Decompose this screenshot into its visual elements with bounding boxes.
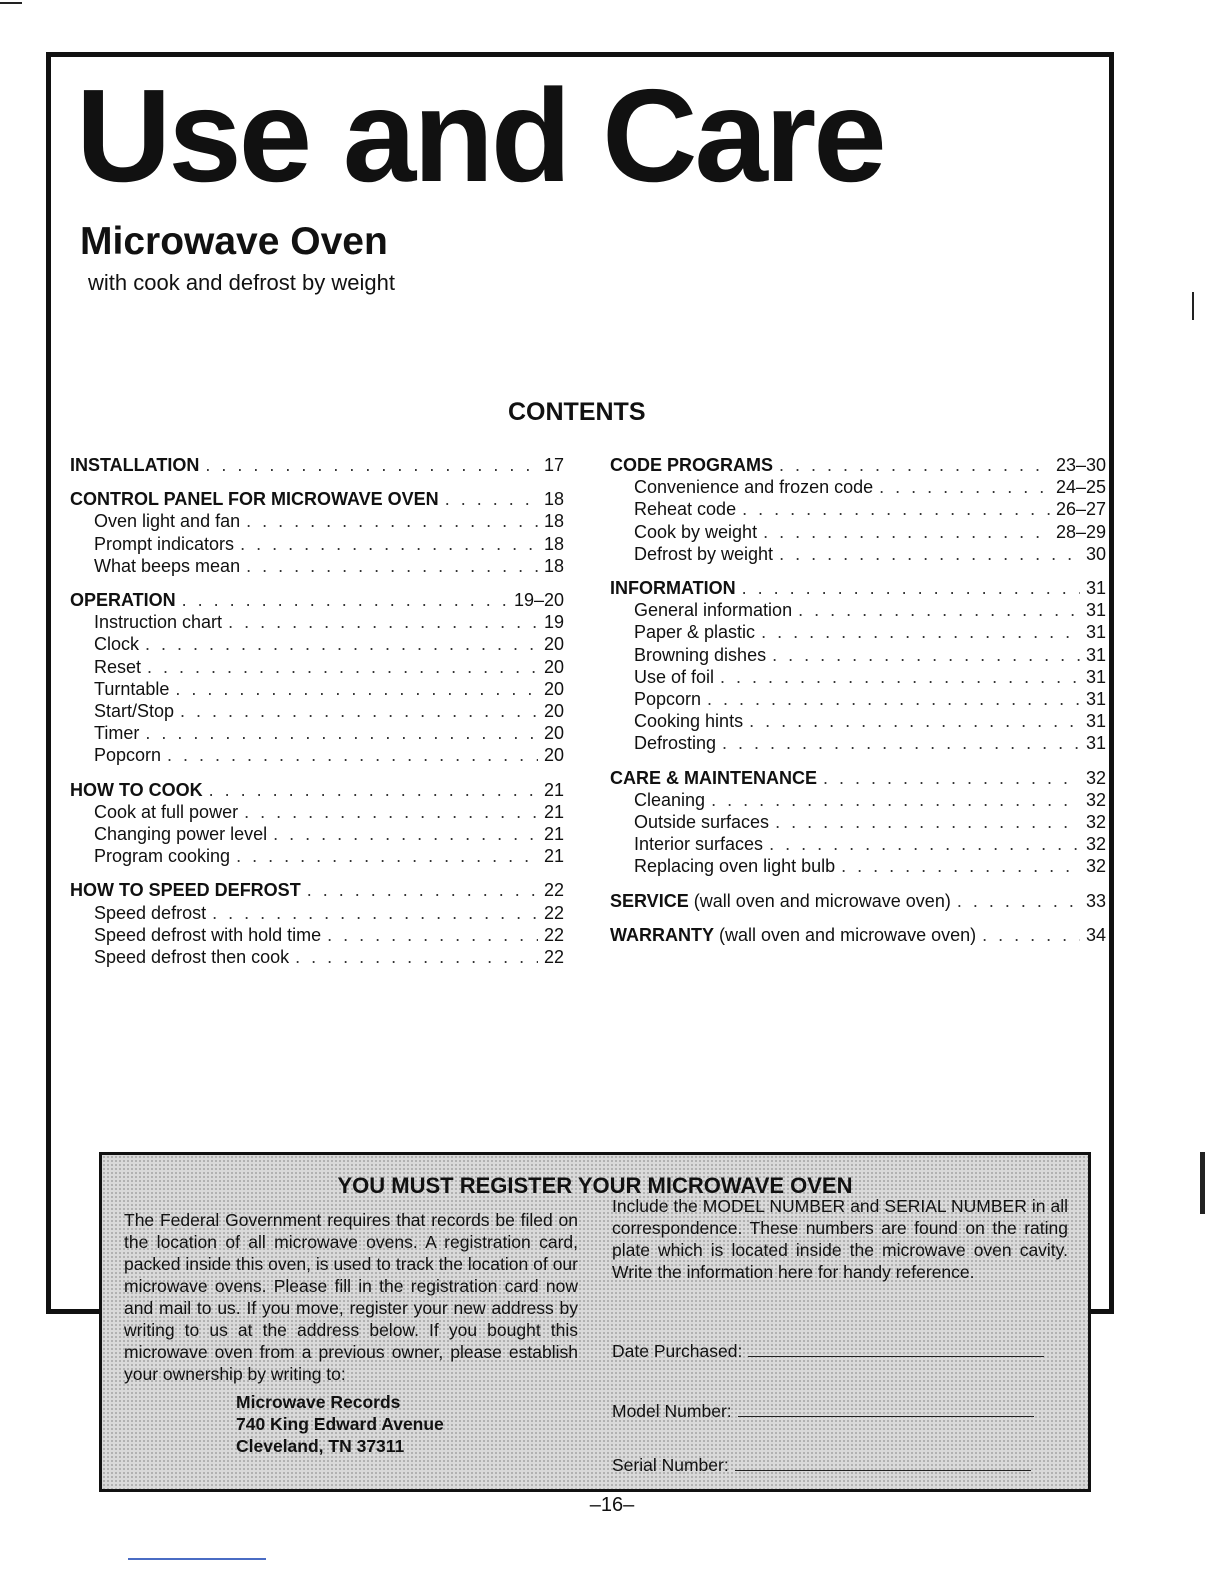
toc-entry-label: Use of foil xyxy=(634,666,715,687)
toc-page-number: 31 xyxy=(1085,578,1106,599)
toc-page-number: 18 xyxy=(543,489,564,510)
toc-entry xyxy=(610,644,1106,666)
toc-entry xyxy=(70,555,564,577)
toc-page-number: 22 xyxy=(543,924,564,945)
toc-section-row xyxy=(610,454,1106,476)
dot-leader xyxy=(779,543,1080,565)
toc-entry xyxy=(610,666,1106,688)
toc-right-column xyxy=(610,454,1106,958)
date-purchased-line[interactable] xyxy=(748,1342,1044,1357)
dot-leader xyxy=(327,924,538,946)
mailing-address xyxy=(124,1391,578,1457)
dot-leader xyxy=(236,845,538,867)
toc-entry xyxy=(70,533,564,555)
page-number: –16– xyxy=(589,1494,635,1516)
toc-section-row xyxy=(610,577,1106,599)
toc-page-number: 31 xyxy=(1085,711,1106,732)
page-subtitle: Microwave Oven xyxy=(80,220,388,263)
dot-leader xyxy=(772,644,1080,666)
toc-entry xyxy=(610,789,1106,811)
toc-page-number: 21 xyxy=(543,779,564,800)
toc-entry-label: Program cooking xyxy=(94,846,231,867)
dot-leader xyxy=(145,633,538,655)
toc-page-number: 21 xyxy=(543,846,564,867)
toc-entry xyxy=(70,924,564,946)
toc-entry-label: Timer xyxy=(94,723,140,744)
dot-leader xyxy=(205,454,538,476)
toc-section-note: (wall oven and microwave oven) xyxy=(714,924,977,945)
toc-section xyxy=(610,577,1106,755)
toc-section-title xyxy=(70,879,301,901)
toc-section-title xyxy=(610,924,976,946)
toc-page-number: 19 xyxy=(543,612,564,633)
toc-entry xyxy=(610,732,1106,754)
toc-section-title xyxy=(70,454,199,476)
toc-entry-label: Start/Stop xyxy=(94,701,175,722)
toc-entry xyxy=(70,633,564,655)
toc-section xyxy=(610,767,1106,878)
toc-page-number: 33 xyxy=(1085,890,1106,911)
dot-leader xyxy=(742,498,1050,520)
toc-section-note: (wall oven and microwave oven) xyxy=(688,890,951,911)
toc-entry-label: Browning dishes xyxy=(634,644,767,665)
dot-leader xyxy=(182,589,508,611)
serial-number-label: Serial Number: xyxy=(612,1455,729,1475)
toc-page-number: 20 xyxy=(543,745,564,766)
toc-entry xyxy=(610,855,1106,877)
toc-section-title-text: INFORMATION xyxy=(610,578,736,599)
dot-leader xyxy=(769,833,1080,855)
corner-rule xyxy=(0,2,22,4)
edge-mark xyxy=(1200,1152,1205,1214)
toc-entry-label: Speed defrost with hold time xyxy=(94,924,322,945)
toc-entry xyxy=(610,833,1106,855)
registration-instructions: The Federal Government requires that records be filed on the location of all microwave ovens. A registration card, packed inside this oven, is used to track the location of our microwave ovens. Please fill in the registration card now and mail to us. If you move, register your new address by writing to us at the address below. If you bought this microwave oven from a previous owner, please establish your ownership by writing to: xyxy=(124,1210,578,1384)
toc-page-number: 19–20 xyxy=(513,590,564,611)
dot-leader xyxy=(167,744,538,766)
toc-section-row xyxy=(70,779,564,801)
toc-section xyxy=(70,879,564,968)
registration-heading: YOU MUST REGISTER YOUR MICROWAVE OVEN xyxy=(337,1173,853,1198)
serial-number-field[interactable] xyxy=(612,1455,1031,1476)
toc-entry xyxy=(70,611,564,633)
toc-entry-label: Paper & plastic xyxy=(634,622,756,643)
toc-section-title-text: HOW TO SPEED DEFROST xyxy=(70,880,301,901)
dot-leader xyxy=(240,533,538,555)
toc-page-number: 32 xyxy=(1085,767,1106,788)
toc-section-row xyxy=(70,589,564,611)
toc-page-number: 30 xyxy=(1085,543,1106,564)
dot-leader xyxy=(775,811,1080,833)
toc-entry-label: Oven light and fan xyxy=(94,511,241,532)
address-line: 740 King Edward Avenue xyxy=(236,1414,444,1434)
address-line: Microwave Records xyxy=(236,1392,401,1412)
toc-entry xyxy=(610,710,1106,732)
model-number-line[interactable] xyxy=(738,1402,1034,1417)
toc-entry-label: Cooking hints xyxy=(634,711,744,732)
dot-leader xyxy=(707,688,1080,710)
dot-leader xyxy=(145,722,538,744)
dot-leader xyxy=(209,779,538,801)
dot-leader xyxy=(761,621,1080,643)
toc-section-title xyxy=(70,488,439,510)
dot-leader xyxy=(175,678,538,700)
toc-section-title-text: CODE PROGRAMS xyxy=(610,455,774,475)
toc-page-number: 21 xyxy=(543,824,564,845)
dot-leader xyxy=(879,476,1050,498)
toc-entry xyxy=(610,811,1106,833)
model-number-label: Model Number: xyxy=(612,1401,732,1421)
toc-entry-label: Cook at full power xyxy=(94,801,239,822)
toc-page-number: 18 xyxy=(543,533,564,554)
dot-leader xyxy=(711,789,1080,811)
address-line: Cleveland, TN 37311 xyxy=(236,1436,405,1456)
toc-entry-label: Outside surfaces xyxy=(634,812,770,833)
toc-entry-label: General information xyxy=(634,600,793,621)
toc-entry xyxy=(610,599,1106,621)
toc-page-number: 31 xyxy=(1085,644,1106,665)
toc-page-number: 17 xyxy=(543,455,564,475)
dot-leader xyxy=(823,767,1080,789)
toc-page-number: 31 xyxy=(1085,622,1106,643)
dot-leader xyxy=(228,611,538,633)
toc-entry-label: Reset xyxy=(94,656,142,677)
toc-section xyxy=(610,890,1106,912)
toc-section-row xyxy=(70,488,564,510)
registration-right-column xyxy=(612,1195,1068,1283)
page-title: Use and Care xyxy=(76,62,884,209)
toc-page-number: 32 xyxy=(1085,812,1106,833)
contents-heading: CONTENTS xyxy=(508,398,646,426)
toc-entry-label: Changing power level xyxy=(94,824,268,845)
toc-entry xyxy=(70,801,564,823)
toc-left-column xyxy=(70,454,564,980)
dot-leader xyxy=(720,666,1080,688)
toc-page-number: 20 xyxy=(543,723,564,744)
dot-leader xyxy=(180,700,538,722)
toc-section-title-text: WARRANTY xyxy=(610,924,714,945)
toc-entry-label: Cleaning xyxy=(634,789,706,810)
edge-mark xyxy=(1192,292,1194,320)
toc-page-number: 20 xyxy=(543,701,564,722)
toc-entry xyxy=(610,621,1106,643)
toc-page-number: 31 xyxy=(1085,689,1106,710)
toc-section-title xyxy=(610,767,817,789)
toc-page-number: 31 xyxy=(1085,600,1106,621)
page-tagline: with cook and defrost by weight xyxy=(88,270,395,295)
toc-section xyxy=(70,589,564,767)
registration-left-column xyxy=(124,1209,578,1457)
toc-section-row xyxy=(70,454,564,476)
toc-entry-label: Interior surfaces xyxy=(634,834,764,855)
toc-entry-label: Popcorn xyxy=(94,745,162,766)
toc-page-number: 20 xyxy=(543,656,564,677)
toc-entry xyxy=(610,543,1106,565)
toc-page-number: 22 xyxy=(543,880,564,901)
dot-leader xyxy=(982,924,1080,946)
toc-entry-label: Cook by weight xyxy=(634,521,758,542)
toc-section xyxy=(70,454,564,476)
toc-entry-label: Turntable xyxy=(94,678,170,699)
toc-entry xyxy=(70,700,564,722)
toc-entry xyxy=(70,722,564,744)
dot-leader xyxy=(749,710,1080,732)
dot-leader xyxy=(307,879,538,901)
toc-entry xyxy=(610,688,1106,710)
model-number-field[interactable] xyxy=(612,1401,1034,1422)
dot-leader xyxy=(246,555,538,577)
toc-section-title-text: OPERATION xyxy=(70,590,176,611)
dot-leader xyxy=(295,946,538,968)
dot-leader xyxy=(841,855,1080,877)
toc-section xyxy=(70,488,564,577)
dot-leader xyxy=(273,823,538,845)
toc-entry xyxy=(70,946,564,968)
toc-section-title xyxy=(610,454,773,476)
toc-entry-label: Clock xyxy=(94,634,140,655)
dot-leader xyxy=(763,521,1050,543)
toc-page-number: 31 xyxy=(1085,666,1106,687)
toc-section xyxy=(610,454,1106,565)
toc-section-row xyxy=(610,924,1106,946)
dot-leader xyxy=(445,488,538,510)
registration-box xyxy=(99,1152,1091,1492)
toc-page-number: 22 xyxy=(543,947,564,968)
toc-page-number: 22 xyxy=(543,902,564,923)
dot-leader xyxy=(779,454,1050,476)
dot-leader xyxy=(798,599,1080,621)
toc-entry-label: Convenience and frozen code xyxy=(634,477,874,498)
toc-entry xyxy=(70,902,564,924)
toc-entry-label: Defrosting xyxy=(634,733,717,754)
toc-section xyxy=(70,779,564,868)
toc-section-title xyxy=(70,779,203,801)
toc-section-row xyxy=(610,767,1106,789)
toc-page-number: 21 xyxy=(543,801,564,822)
dot-leader xyxy=(246,510,538,532)
toc-entry xyxy=(610,476,1106,498)
toc-entry-label: Replacing oven light bulb xyxy=(634,856,836,877)
date-purchased-field[interactable] xyxy=(612,1341,1044,1362)
toc-page-number: 20 xyxy=(543,678,564,699)
toc-section xyxy=(610,924,1106,946)
toc-section-title-text: CONTROL PANEL FOR MICROWAVE OVEN xyxy=(70,489,439,510)
toc-entry xyxy=(70,510,564,532)
toc-section-row xyxy=(610,890,1106,912)
toc-page-number: 23–30 xyxy=(1055,455,1106,475)
dot-leader xyxy=(244,801,538,823)
toc-page-number: 34 xyxy=(1085,924,1106,945)
toc-section-title-text: INSTALLATION xyxy=(70,455,200,475)
toc-section-row xyxy=(70,879,564,901)
toc-section-title xyxy=(70,589,176,611)
toc-page-number: 18 xyxy=(543,555,564,576)
toc-entry xyxy=(70,845,564,867)
serial-model-instructions: Include the MODEL NUMBER and SERIAL NUMBER in all correspondence. These numbers are found on the rating plate which is located inside the microwave oven cavity. Write the information here for handy reference. xyxy=(612,1196,1068,1282)
dot-leader xyxy=(742,577,1080,599)
toc-section-title xyxy=(610,890,951,912)
toc-page-number: 20 xyxy=(543,634,564,655)
dot-leader xyxy=(722,732,1080,754)
date-purchased-label: Date Purchased: xyxy=(612,1341,743,1361)
toc-entry xyxy=(610,498,1106,520)
toc-page-number: 18 xyxy=(543,511,564,532)
toc-section-title-text: CARE & MAINTENANCE xyxy=(610,767,817,788)
toc-entry xyxy=(70,656,564,678)
serial-number-line[interactable] xyxy=(735,1456,1031,1471)
toc-entry-label: Speed defrost then cook xyxy=(94,947,290,968)
toc-entry-label: Popcorn xyxy=(634,689,702,710)
toc-entry-label: Prompt indicators xyxy=(94,533,235,554)
toc-entry-label: What beeps mean xyxy=(94,555,241,576)
toc-page-number: 31 xyxy=(1085,733,1106,754)
toc-entry-label: Speed defrost xyxy=(94,902,207,923)
toc-entry xyxy=(70,678,564,700)
toc-page-number: 26–27 xyxy=(1055,499,1106,520)
dot-leader xyxy=(147,656,538,678)
toc-entry xyxy=(70,823,564,845)
toc-page-number: 28–29 xyxy=(1055,521,1106,542)
toc-page-number: 32 xyxy=(1085,789,1106,810)
toc-page-number: 32 xyxy=(1085,856,1106,877)
toc-entry-label: Instruction chart xyxy=(94,612,223,633)
toc-section-title xyxy=(610,577,736,599)
toc-section-title-text: HOW TO COOK xyxy=(70,779,203,800)
toc-entry-label: Reheat code xyxy=(634,499,737,520)
toc-page-number: 24–25 xyxy=(1055,477,1106,498)
toc-entry xyxy=(610,521,1106,543)
toc-entry-label: Defrost by weight xyxy=(634,543,774,564)
dot-leader xyxy=(212,902,538,924)
toc-entry xyxy=(70,744,564,766)
toc-section-title-text: SERVICE xyxy=(610,890,689,911)
blue-rule xyxy=(128,1558,266,1560)
toc-page-number: 32 xyxy=(1085,834,1106,855)
dot-leader xyxy=(957,890,1080,912)
